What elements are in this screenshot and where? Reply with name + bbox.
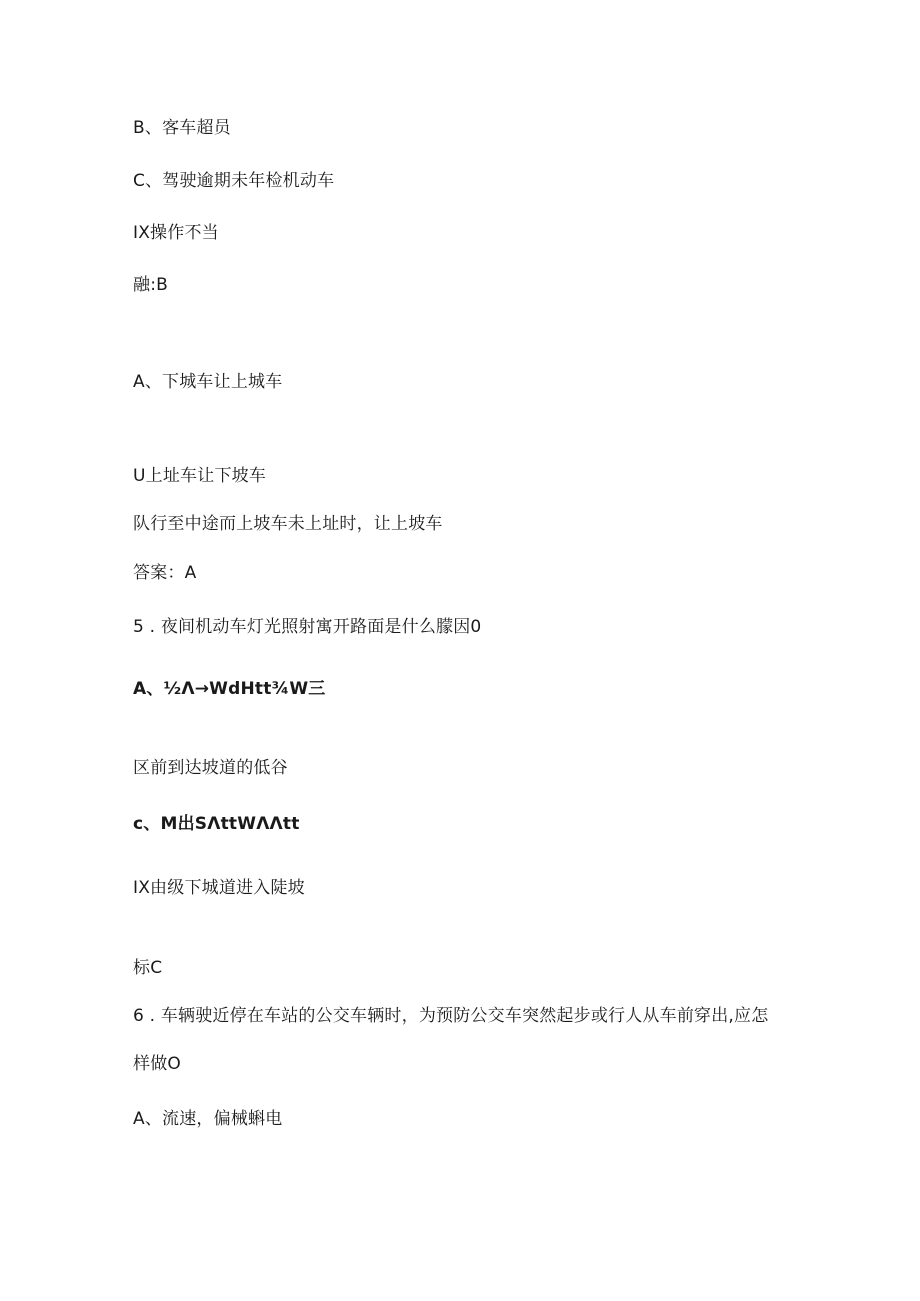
option-d-text: IX操作不当 bbox=[133, 223, 219, 243]
option-a-text: A、流速，偏械蝌电 bbox=[133, 1109, 283, 1129]
option-c-text: 队行至中途而上坡车未上址时，让上坡车 bbox=[133, 514, 443, 534]
option-c-text: C、驾驶逾期未年检机动车 bbox=[133, 171, 335, 191]
question-5-text: 5 . 夜间机动车灯光照射寓开路面是什么朦因0 bbox=[133, 617, 482, 637]
answer-text: 标C bbox=[133, 958, 163, 978]
option-b-text: 区前到达坡道的低谷 bbox=[133, 758, 288, 778]
option-b-text: B、客车超员 bbox=[133, 118, 231, 138]
option-a-text: A、下城车让上城车 bbox=[133, 372, 283, 392]
answer-text: 融:B bbox=[133, 275, 168, 295]
option-a-text: A、½Λ→WdHtt¾W三 bbox=[133, 679, 326, 699]
option-d-text: IX由级下城道进入陡坡 bbox=[133, 878, 305, 898]
question-6-continuation: 样做O bbox=[133, 1054, 181, 1074]
answer-text: 答案：A bbox=[133, 563, 197, 583]
option-c-text: c、M出SΛttWΛΛtt bbox=[133, 814, 300, 834]
option-b-text: U上址车让下坡车 bbox=[133, 466, 267, 486]
question-6-text: 6 . 车辆驶近停在车站的公交车辆时，为预防公交车突然起步或行人从车前穿出,应怎 bbox=[133, 1006, 769, 1026]
